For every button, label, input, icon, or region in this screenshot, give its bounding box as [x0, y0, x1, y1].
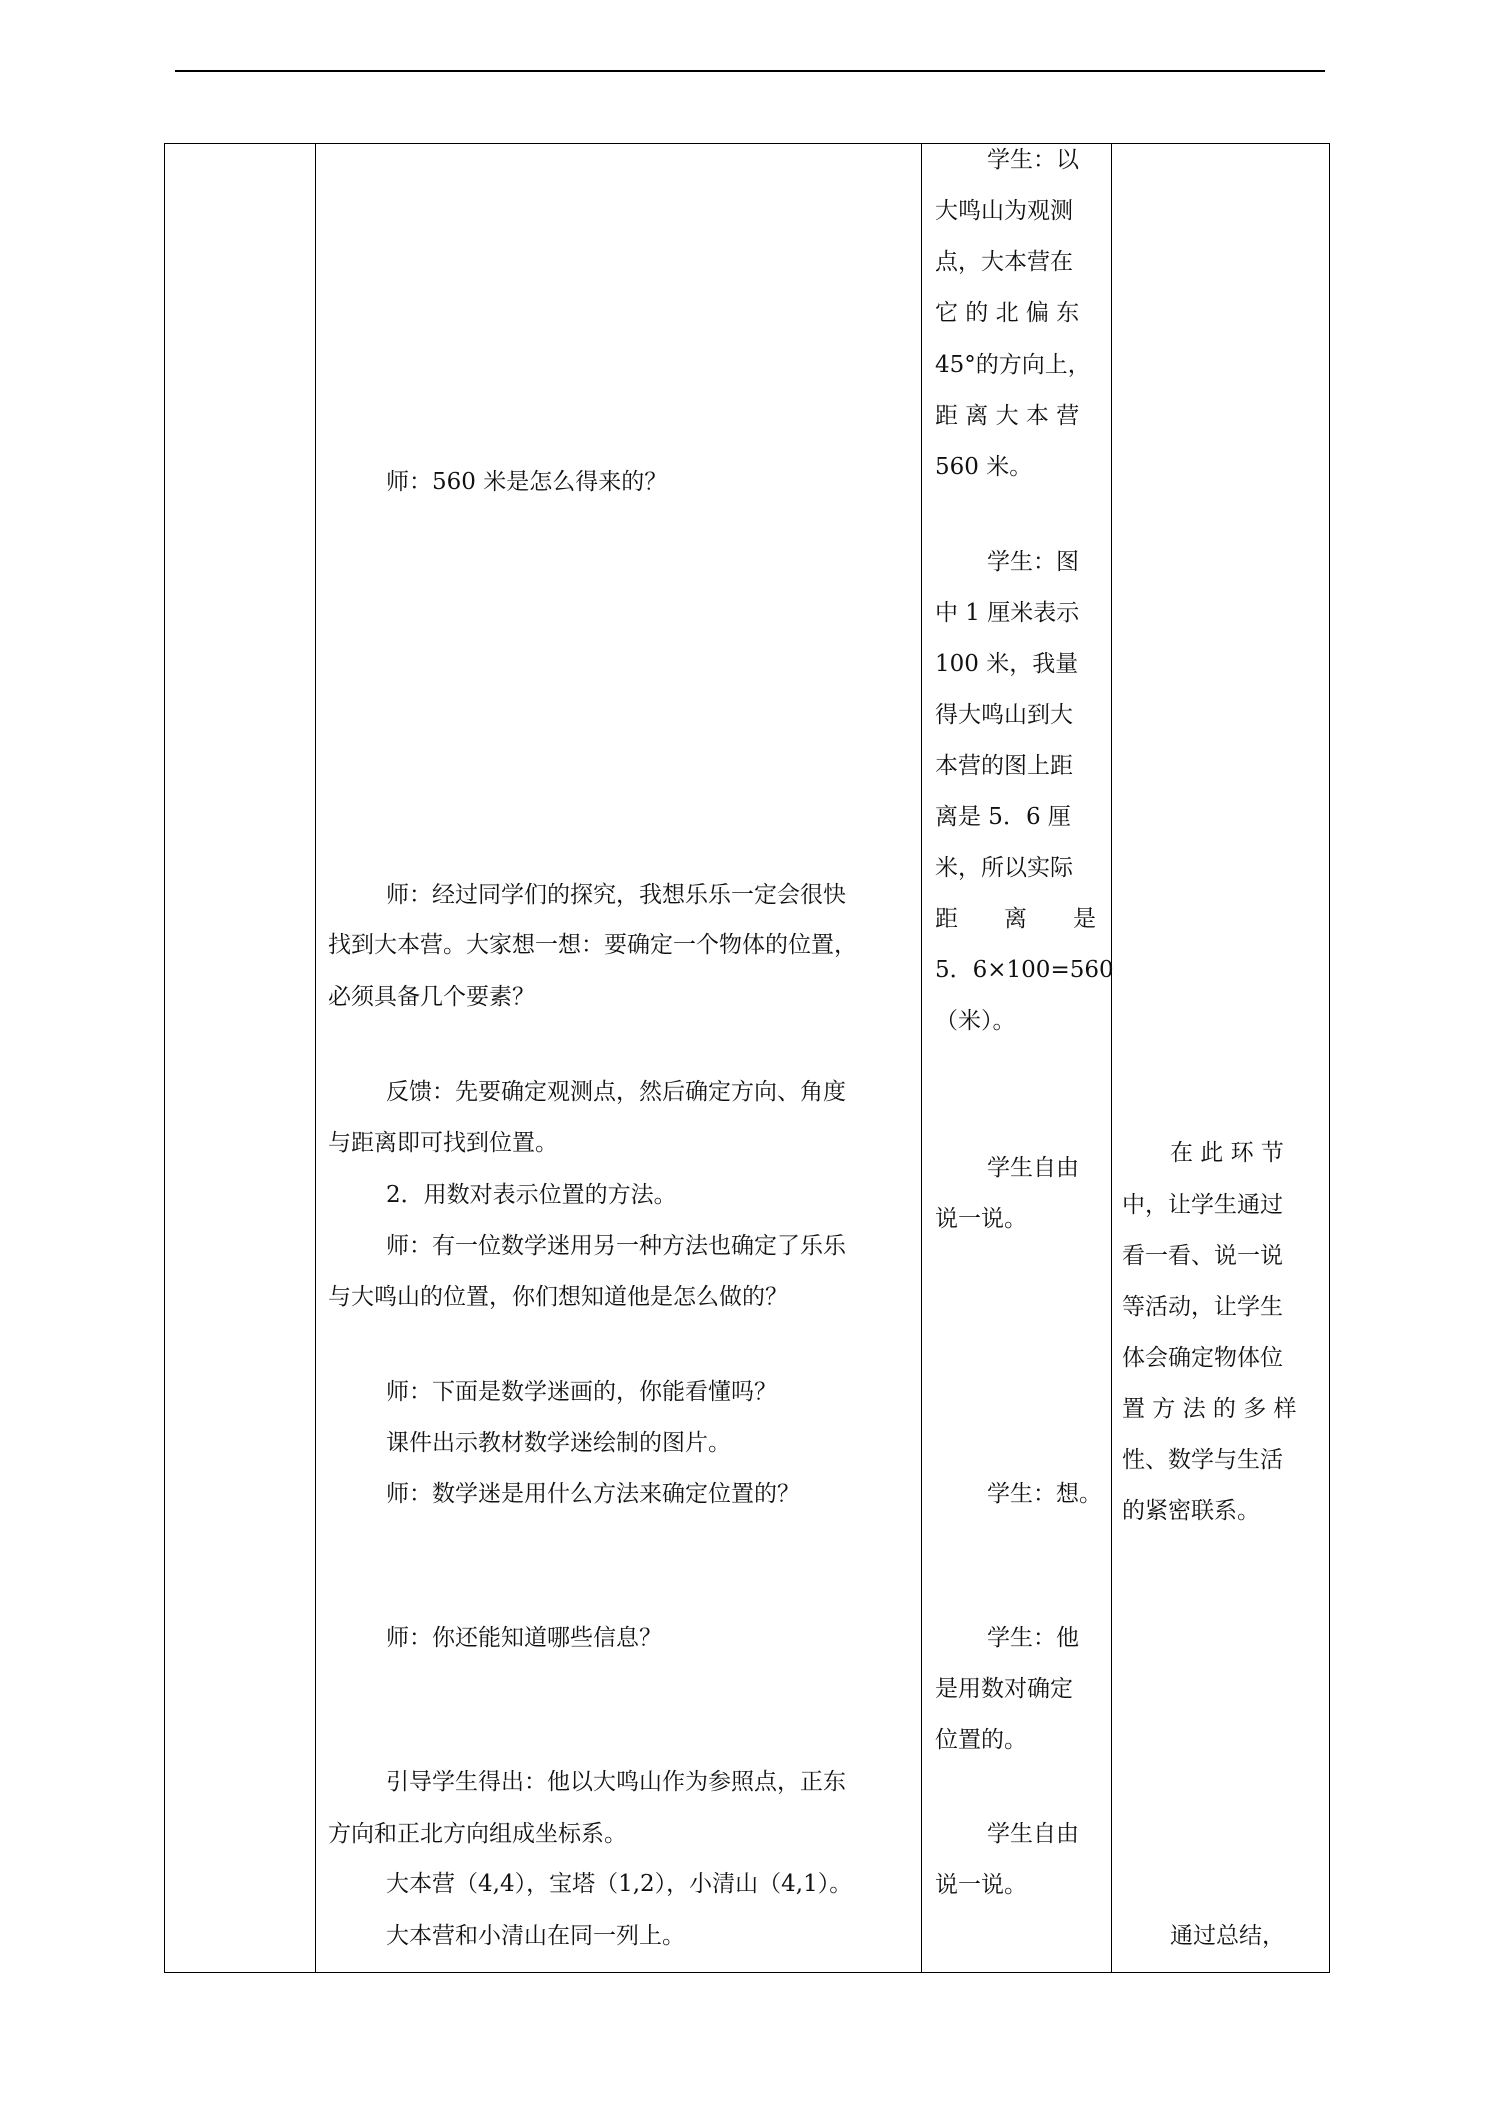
student-line: （米）。	[935, 1008, 1016, 1034]
intent-line: 看一看、说一说	[1122, 1243, 1283, 1269]
teacher-line: 课件出示教材数学迷绘制的图片。	[386, 1430, 731, 1456]
student-line: 100 米，我量	[935, 651, 1079, 677]
student-line: 位置的。	[935, 1727, 1027, 1753]
intent-line: 通过总结，	[1170, 1923, 1285, 1949]
intent-line: 在 此 环 节	[1170, 1140, 1284, 1166]
student-line: 说一说。	[935, 1872, 1027, 1898]
teacher-line: 师：下面是数学迷画的，你能看懂吗？	[386, 1379, 777, 1405]
student-line: 大鸣山为观测	[935, 198, 1073, 224]
teacher-line: 引导学生得出：他以大鸣山作为参照点，正东	[386, 1769, 846, 1795]
teacher-line: 师：有一位数学迷用另一种方法也确定了乐乐	[386, 1233, 846, 1259]
teacher-line: 与大鸣山的位置，你们想知道他是怎么做的？	[328, 1284, 788, 1310]
student-line: 学生：以	[987, 147, 1079, 173]
teacher-line: 师：经过同学们的探究，我想乐乐一定会很快	[386, 882, 846, 908]
student-line: 学生：想。	[987, 1481, 1102, 1507]
student-line: 45°的方向上，	[935, 352, 1091, 378]
intent-line: 性、数学与生活	[1122, 1447, 1283, 1473]
teacher-line: 方向和正北方向组成坐标系。	[328, 1821, 627, 1847]
header-rule	[175, 70, 1325, 72]
student-line: 学生：他	[987, 1625, 1079, 1651]
student-line: 5．6×100=560	[935, 957, 1114, 983]
student-line: 点，大本营在	[935, 249, 1073, 275]
column-divider-3	[1111, 144, 1112, 1972]
student-line: 米，所以实际	[935, 855, 1073, 881]
student-line: 学生自由	[987, 1821, 1079, 1847]
teacher-line: 与距离即可找到位置。	[328, 1130, 558, 1156]
student-line: 本营的图上距	[935, 753, 1073, 779]
lesson-table	[164, 143, 1330, 1973]
teacher-line: 找到大本营。大家想一想：要确定一个物体的位置，	[328, 932, 857, 958]
student-line: 它 的 北 偏 东	[935, 300, 1080, 326]
student-line: 距 离 是	[935, 906, 1096, 932]
teacher-line: 2．用数对表示位置的方法。	[386, 1182, 677, 1208]
teacher-line: 必须具备几个要素？	[328, 984, 535, 1010]
student-line: 560 米。	[935, 454, 1033, 480]
teacher-line: 大本营和小清山在同一列上。	[386, 1923, 685, 1949]
teacher-line: 师：你还能知道哪些信息？	[386, 1625, 662, 1651]
student-line: 学生自由	[987, 1155, 1079, 1181]
student-line: 说一说。	[935, 1206, 1027, 1232]
intent-line: 置 方 法 的 多 样	[1122, 1396, 1297, 1422]
student-line: 中 1 厘米表示	[935, 600, 1080, 626]
student-line: 是用数对确定	[935, 1676, 1073, 1702]
teacher-line: 大本营（4,4），宝塔（1,2），小清山（4,1）。	[386, 1871, 853, 1897]
teacher-line: 师：数学迷是用什么方法来确定位置的？	[386, 1481, 800, 1507]
teacher-line: 反馈：先要确定观测点，然后确定方向、角度	[386, 1079, 846, 1105]
column-divider-2	[921, 144, 922, 1972]
student-line: 学生：图	[987, 549, 1079, 575]
intent-line: 等活动，让学生	[1122, 1294, 1283, 1320]
teacher-line: 师：560 米是怎么得来的？	[386, 469, 668, 495]
student-line: 得大鸣山到大	[935, 702, 1073, 728]
student-line: 离是 5．6 厘	[935, 804, 1071, 830]
student-line: 距 离 大 本 营	[935, 403, 1080, 429]
column-divider-1	[315, 144, 316, 1972]
intent-line: 中，让学生通过	[1122, 1192, 1283, 1218]
intent-line: 体会确定物体位	[1122, 1345, 1283, 1371]
intent-line: 的紧密联系。	[1122, 1498, 1260, 1524]
